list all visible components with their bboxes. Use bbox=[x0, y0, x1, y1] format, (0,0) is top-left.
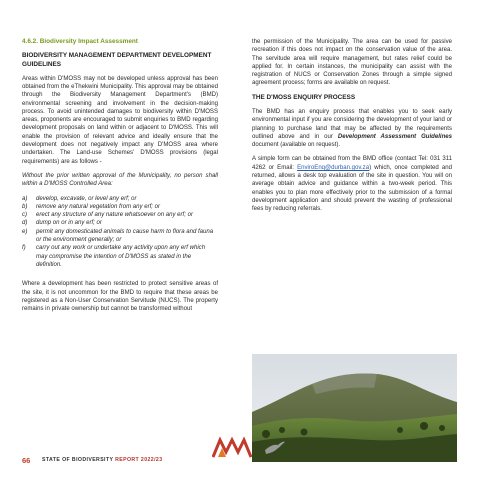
report-title: STATE OF BIODIVERSITY REPORT 2022/23 bbox=[42, 457, 163, 463]
bird-icon bbox=[264, 440, 286, 458]
bmd-guidelines-heading: BIODIVERSITY MANAGEMENT DEPARTMENT DEVELOPMENT GUIDELINES bbox=[22, 52, 212, 68]
list-item: d) dump on or in any erf; or bbox=[22, 220, 102, 227]
permission-paragraph: the permission of the Municipality. The area can be used for passive recreation if this does not impact on the conservation value of the area. The servitude area will require management, but rates relief could be applied for. In certain instances, the municipality can assist with the registration of NUCS or Conservation Zones through a simple signed agreement process; forms are available on request. bbox=[252, 39, 452, 87]
prior-approval-intro: Without the prior written approval of the Municipality, no person shall within a D'MOSS Controlled Area: bbox=[22, 172, 218, 188]
right-column bbox=[252, 38, 452, 220]
dmoss-approval-paragraph: Areas within D'MOSS may not be developed unless approval has been obtained from the eThekwini Municipality. This approval may be obtained through the Biodiversity Management Department's (BMD) environmental screening and involvement in the decision-making process. To avoid unintended damages to biodiversity within D'MOSS areas, proponents are encouraged to submit enquiries to BMD regarding development proposals on land within or adjacent to D'MOSS. This will enable the provision of relevant advice and ideally ensure that the development does not negatively impact any D'MOSS area where undertaken. The Land-use Schemes' D'MOSS provisions (legal requirements) are as follows - bbox=[22, 75, 218, 165]
guidelines-doc-title: Development Assessment Guidelines bbox=[337, 133, 452, 140]
list-item: c) erect any structure of any nature whatsoever on any erf; or bbox=[22, 212, 193, 219]
list-item: a) develop, excavate, or level any erf; or bbox=[22, 195, 137, 202]
contact-paragraph: A simple form can be obtained from the BMD office (contact Tel: 031 311 4262 or Email: EnviroEnq@durban.gov.za) which, once completed and returned, allows a desk top evaluation of the site in question. You will on average obtain advice and guidance within a two-week period. This enables you to plan more effectively prior to the submission of a formal development application and should prevent the wasting of professional fees by reducing referrals. bbox=[252, 156, 452, 213]
mountain-logo-icon bbox=[212, 436, 252, 458]
left-column bbox=[22, 38, 218, 319]
page-number: 66 bbox=[22, 456, 31, 465]
list-item: e) permit any domesticated animals to cause harm to flora and fauna or the environment generally; or bbox=[22, 228, 214, 244]
enquiry-paragraph: The BMD has an enquiry process that enables you to seek early environmental input if you are considering the development of your land or planning to purchase land that may be affected by the requirements outlined above and in our Development Assessment Guidelines document (available on request). bbox=[252, 108, 452, 149]
email-link[interactable]: EnviroEnq@durban.gov.za bbox=[297, 164, 370, 171]
section-number: 4.6.2. Biodiversity Impact Assessment bbox=[22, 38, 138, 45]
list-item: b) remove any natural vegetation from any erf; or bbox=[22, 203, 161, 210]
nucs-paragraph: Where a development has been restricted to protect sensitive areas of the site, it is not uncommon for the BMD to require that these areas be registered as a Non-User Conservation Servitude (NUCS). The property remains in private ownership but cannot be transformed without bbox=[22, 281, 218, 313]
page-footer bbox=[22, 456, 442, 468]
dmoss-restrictions-list bbox=[22, 195, 218, 270]
enquiry-process-heading: THE D'MOSS ENQUIRY PROCESS bbox=[252, 93, 356, 101]
list-item: f) carry out any work or undertake any activity upon any erf which may compromise the intention of D'MOSS as stated in the definition. bbox=[22, 245, 206, 268]
